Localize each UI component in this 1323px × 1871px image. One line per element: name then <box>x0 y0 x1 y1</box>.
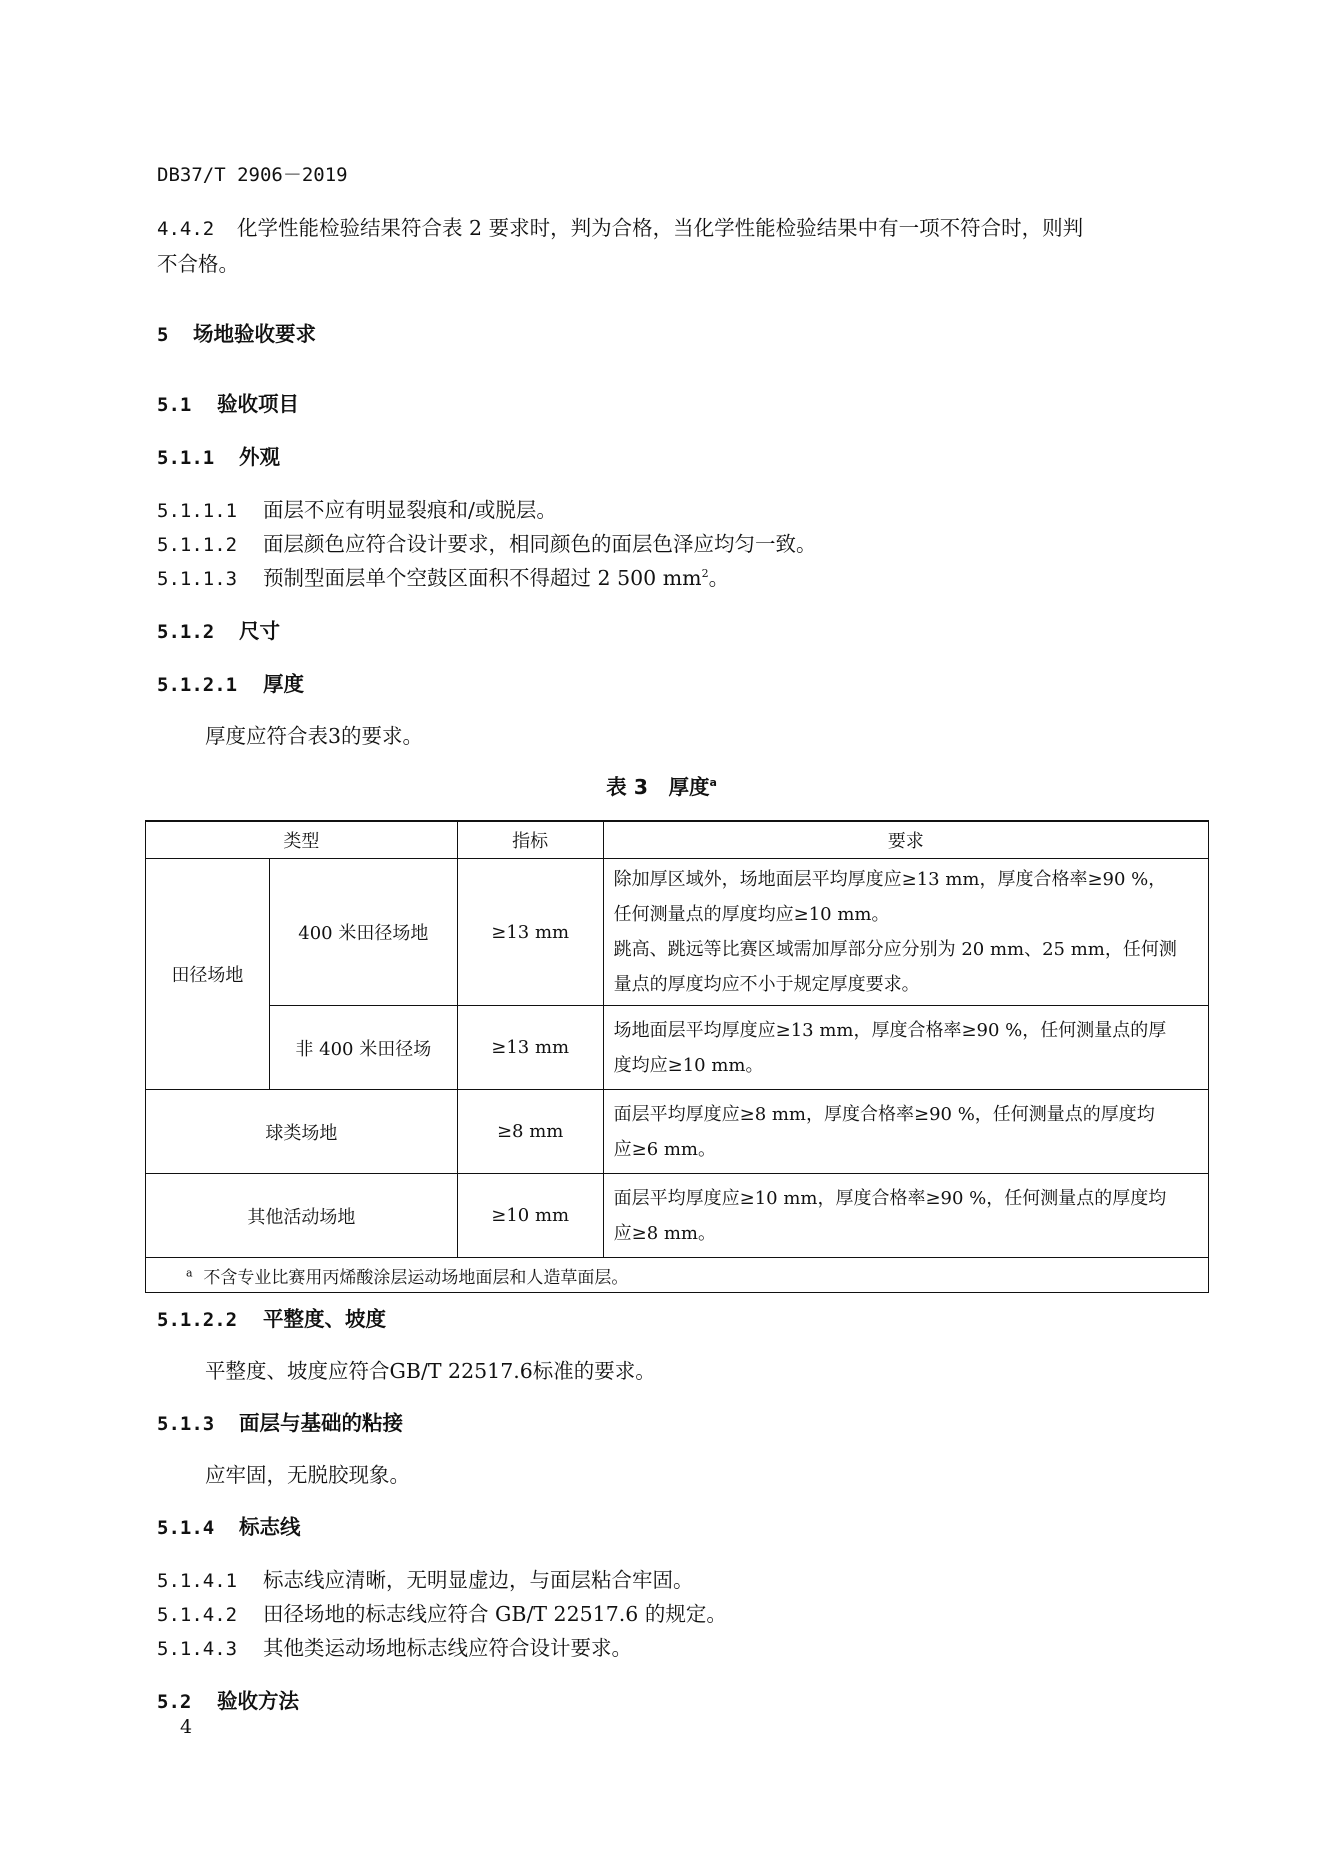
clause-number: 5.1.1.3 <box>157 568 238 590</box>
req-line: 应≥6 mm。 <box>613 1138 717 1160</box>
row-index: ≥10 mm <box>457 1174 603 1258</box>
section-5-1-2-1-heading <box>157 670 304 699</box>
req-line: 任何测量点的厚度均应≥10 mm。 <box>613 904 890 925</box>
table-header-row <box>146 821 1209 859</box>
req-line: 除加厚区域外，场地面层平均厚度应≥13 mm，厚度合格率≥90 %， <box>613 869 1167 890</box>
req-line: 跳高、跳远等比赛区域需加厚部分应分别为 20 mm、25 mm，任何测 <box>613 939 1177 960</box>
table-title-footnote-mark: a <box>709 776 717 790</box>
section-5-1-2-heading <box>157 617 280 646</box>
flatness-paragraph: 平整度、坡度应符合GB/T 22517.6标准的要求。 <box>205 1359 656 1383</box>
req-line: 度均应≥10 mm。 <box>613 1054 764 1076</box>
clause-4-4-2-continued: 不合格。 <box>157 252 239 276</box>
clause-5-1-1-1 <box>157 496 557 525</box>
section-number: 5.1.4 <box>157 1517 215 1539</box>
clause-4-4-2 <box>157 214 1083 243</box>
section-title: 厚度 <box>263 672 304 696</box>
clause-number: 4.4.2 <box>157 218 215 240</box>
section-title: 面层与基础的粘接 <box>239 1411 403 1435</box>
table-title-text: 表 3 厚度 <box>606 775 710 799</box>
section-5-1-heading <box>157 390 299 419</box>
row-type: 其他活动场地 <box>146 1174 458 1258</box>
table-row <box>146 1006 1209 1090</box>
clause-number: 5.1.1.2 <box>157 534 238 556</box>
document-code: DB37/T 2906－2019 <box>157 164 348 186</box>
footnote-text: 不含专业比赛用丙烯酸涂层运动场地面层和人造草面层。 <box>203 1267 629 1288</box>
header-index: 指标 <box>457 821 603 859</box>
clause-text: 预制型面层单个空鼓区面积不得超过 2 500 mm <box>263 566 702 590</box>
section-number: 5.1.2 <box>157 621 215 643</box>
clause-5-1-1-2 <box>157 530 817 559</box>
section-title: 标志线 <box>239 1515 301 1539</box>
section-number: 5 <box>157 324 169 346</box>
clause-text: 田径场地的标志线应符合 GB/T 22517.6 的规定。 <box>263 1602 727 1626</box>
req-line: 面层平均厚度应≥10 mm，厚度合格率≥90 %，任何测量点的厚度均 <box>613 1187 1167 1209</box>
clause-end: 。 <box>708 566 730 590</box>
clause-text: 其他类运动场地标志线应符合设计要求。 <box>263 1636 632 1660</box>
table-footnote <box>146 1258 1209 1293</box>
section-5-1-4-heading <box>157 1513 301 1542</box>
clause-text: 面层颜色应符合设计要求，相同颜色的面层色泽应均匀一致。 <box>263 532 817 556</box>
section-number: 5.1.3 <box>157 1413 215 1435</box>
clause-number: 5.1.4.3 <box>157 1638 238 1660</box>
section-title: 平整度、坡度 <box>263 1307 386 1331</box>
section-5-1-3-heading <box>157 1409 403 1438</box>
row-type: 球类场地 <box>146 1090 458 1174</box>
thickness-table <box>145 820 1209 1293</box>
clause-number: 5.1.4.2 <box>157 1604 238 1626</box>
req-line: 量点的厚度均应不小于规定厚度要求。 <box>613 974 920 995</box>
req-line: 面层平均厚度应≥8 mm，厚度合格率≥90 %，任何测量点的厚度均 <box>613 1103 1155 1125</box>
section-number: 5.1.2.1 <box>157 674 238 696</box>
clause-5-1-4-3 <box>157 1634 632 1663</box>
clause-5-1-4-2 <box>157 1600 727 1629</box>
section-5-heading <box>157 320 316 349</box>
table-row <box>146 1174 1209 1258</box>
clause-number: 5.1.4.1 <box>157 1570 238 1592</box>
req-line: 应≥8 mm。 <box>613 1222 717 1244</box>
header-type: 类型 <box>146 821 458 859</box>
section-5-1-2-2-heading <box>157 1305 386 1334</box>
table-row <box>146 859 1209 1006</box>
row-requirement <box>603 1174 1208 1258</box>
header-requirement: 要求 <box>603 821 1208 859</box>
section-title: 验收项目 <box>217 392 299 416</box>
bonding-paragraph: 应牢固，无脱胶现象。 <box>205 1463 410 1487</box>
section-5-1-1-heading <box>157 443 280 472</box>
row-requirement <box>603 859 1208 1006</box>
clause-number: 5.1.1.1 <box>157 500 238 522</box>
req-line: 场地面层平均厚度应≥13 mm，厚度合格率≥90 %，任何测量点的厚 <box>613 1019 1167 1041</box>
clause-5-1-1-3 <box>157 564 729 593</box>
row-type: 400 米田径场地 <box>269 859 457 1006</box>
section-title: 验收方法 <box>217 1689 299 1713</box>
section-number: 5.1 <box>157 394 192 416</box>
table-3-title <box>0 770 1323 800</box>
section-title: 外观 <box>239 445 280 469</box>
section-title: 场地验收要求 <box>193 322 316 346</box>
row-type: 非 400 米田径场 <box>269 1006 457 1090</box>
section-title: 尺寸 <box>239 619 280 643</box>
row-index: ≥13 mm <box>457 859 603 1006</box>
clause-5-1-4-1 <box>157 1566 694 1595</box>
thickness-paragraph: 厚度应符合表3的要求。 <box>205 724 424 748</box>
section-number: 5.1.2.2 <box>157 1309 238 1331</box>
table-row <box>146 1090 1209 1174</box>
section-number: 5.1.1 <box>157 447 215 469</box>
row-index: ≥8 mm <box>457 1090 603 1174</box>
footnote-mark: a <box>186 1265 193 1279</box>
superscript: 2 <box>701 567 709 581</box>
group-label: 田径场地 <box>146 859 270 1090</box>
clause-text: 标志线应清晰，无明显虚边，与面层粘合牢固。 <box>263 1568 694 1592</box>
section-number: 5.2 <box>157 1691 192 1713</box>
table-note-row <box>146 1258 1209 1293</box>
clause-text: 面层不应有明显裂痕和/或脱层。 <box>263 498 557 522</box>
row-requirement <box>603 1006 1208 1090</box>
clause-text-line1: 化学性能检验结果符合表 2 要求时，判为合格，当化学性能检验结果中有一项不符合时，则判 <box>237 216 1084 240</box>
row-requirement <box>603 1090 1208 1174</box>
row-index: ≥13 mm <box>457 1006 603 1090</box>
section-5-2-heading <box>157 1687 299 1716</box>
page-number: 4 <box>180 1716 193 1738</box>
